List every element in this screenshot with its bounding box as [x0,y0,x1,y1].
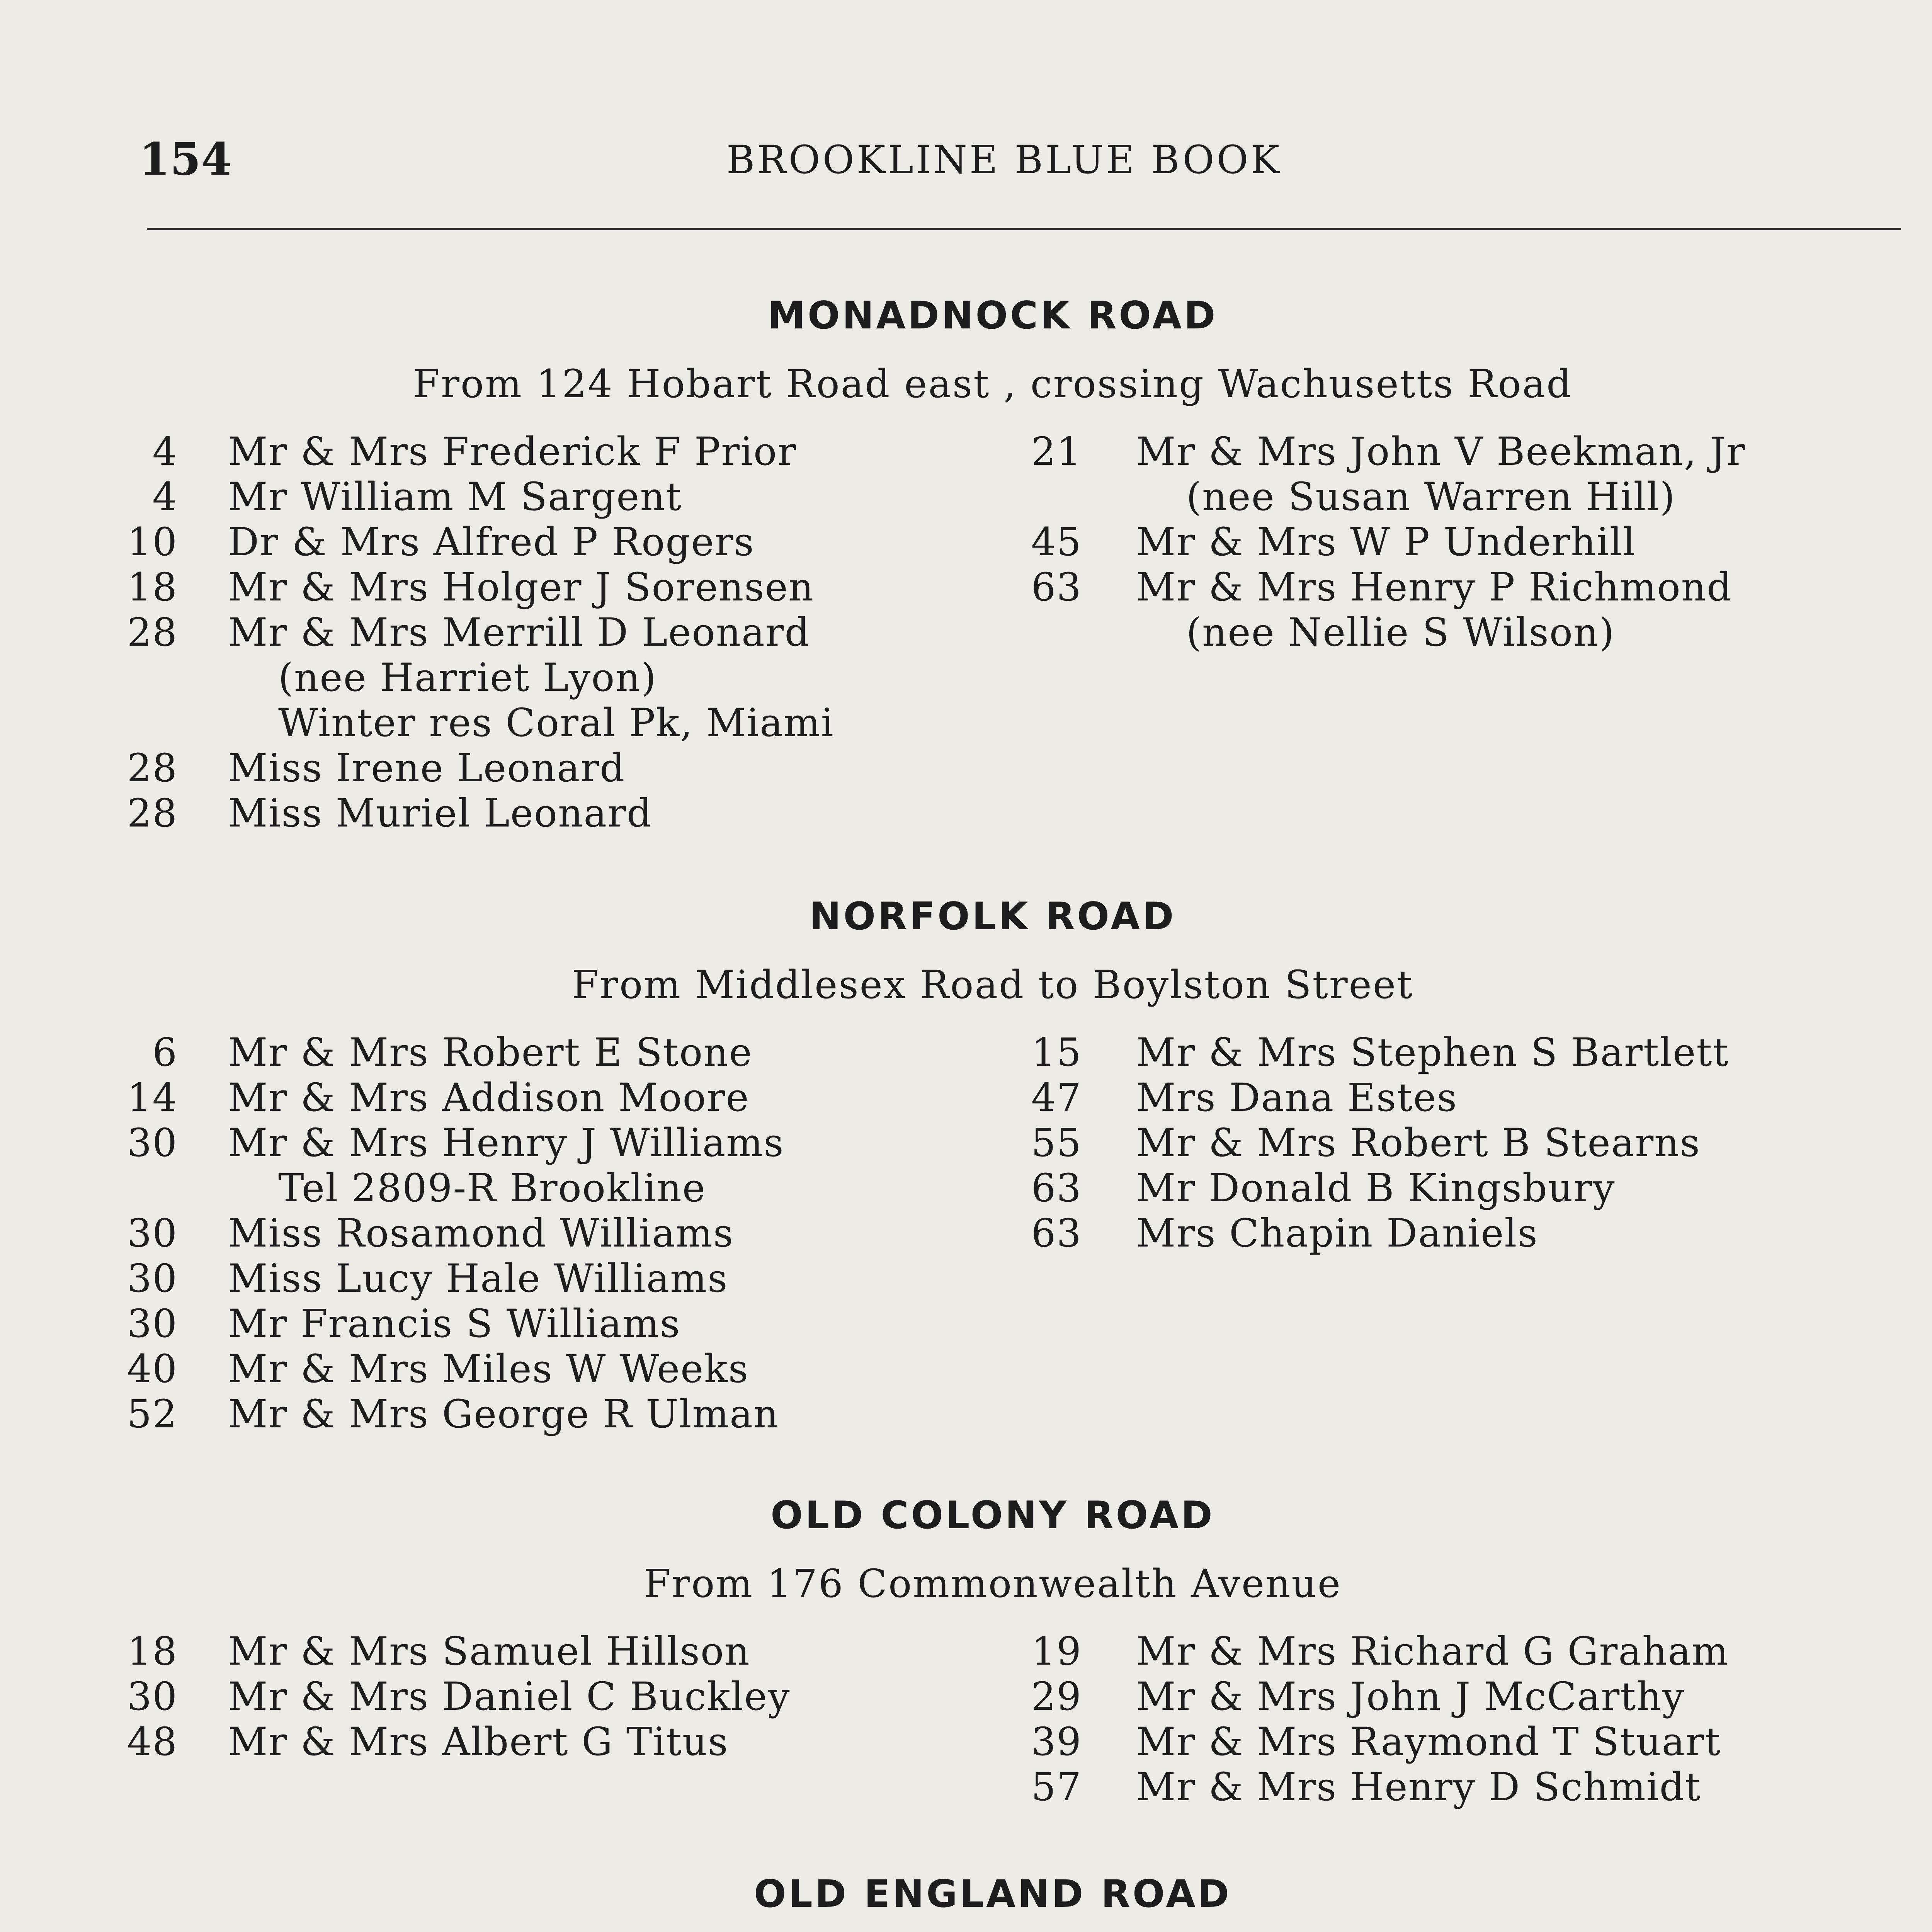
house-number: 29 [1031,1674,1082,1719]
resident-name: Mr & Mrs Merrill D Leonard [228,610,810,655]
resident-name: Miss Lucy Hale Williams [228,1256,728,1301]
house-number: 30 [127,1120,178,1165]
resident-name: Tel 2809-R Brookline [278,1165,706,1211]
resident-name: Mr & Mrs Miles W Weeks [228,1346,749,1391]
resident-name: Miss Irene Leonard [228,745,626,791]
house-number: 45 [1031,519,1082,565]
house-number: 30 [127,1674,178,1719]
house-number: 28 [127,610,178,655]
resident-name: Mr & Mrs Raymond T Stuart [1136,1719,1721,1764]
house-number: 52 [127,1391,178,1437]
page-number: 154 [139,133,232,185]
resident-name: Miss Muriel Leonard [228,791,652,836]
resident-name: Mr & Mrs Henry J Williams [228,1120,784,1165]
house-number: 30 [127,1301,178,1346]
house-number: 6 [152,1030,178,1075]
resident-name: Mrs Dana Estes [1136,1075,1458,1120]
house-number: 63 [1031,1165,1082,1211]
resident-name: Mr & Mrs Richard G Graham [1136,1629,1729,1674]
resident-name: (nee Harriet Lyon) [278,655,657,700]
resident-name: Mr & Mrs Samuel Hillson [228,1629,750,1674]
resident-name: Mr & Mrs Robert E Stone [228,1030,753,1075]
house-number: 4 [152,474,178,519]
resident-name: (nee Nellie S Wilson) [1186,610,1615,655]
resident-name: Mr & Mrs Henry D Schmidt [1136,1764,1701,1810]
resident-name: Mr & Mrs Addison Moore [228,1075,750,1120]
house-number: 14 [127,1075,178,1120]
road-title: MONADNOCK ROAD [767,294,1218,338]
resident-name: Miss Rosamond Williams [228,1211,734,1256]
resident-name: Mrs Chapin Daniels [1136,1211,1538,1256]
house-number: 4 [152,429,178,474]
resident-name: Mr & Mrs Henry P Richmond [1136,565,1733,610]
house-number: 15 [1031,1030,1082,1075]
house-number: 57 [1031,1764,1082,1810]
resident-name: Mr & Mrs John J McCarthy [1136,1674,1685,1719]
house-number: 39 [1031,1719,1082,1764]
resident-name: Mr & Mrs Albert G Titus [228,1719,729,1764]
house-number: 28 [127,745,178,791]
house-number: 18 [127,1629,178,1674]
resident-name: Mr & Mrs Daniel C Buckley [228,1674,791,1719]
resident-name: Mr & Mrs Holger J Sorensen [228,565,815,610]
resident-name: Mr & Mrs Robert B Stearns [1136,1120,1701,1165]
resident-name: Mr Donald B Kingsbury [1136,1165,1616,1211]
road-route: From 124 Hobart Road east , crossing Wachusetts Road [413,361,1573,406]
house-number: 30 [127,1256,178,1301]
resident-name: Mr & Mrs W P Underhill [1136,519,1636,565]
resident-name: Mr & Mrs Frederick F Prior [228,429,797,474]
house-number: 63 [1031,565,1082,610]
road-title: OLD COLONY ROAD [770,1493,1215,1537]
resident-name: (nee Susan Warren Hill) [1186,474,1676,519]
resident-name: Mr Francis S Williams [228,1301,681,1346]
running-header-title: BROOKLINE BLUE BOOK [726,137,1282,182]
house-number: 21 [1031,429,1082,474]
resident-name: Dr & Mrs Alfred P Rogers [228,519,755,565]
house-number: 28 [127,791,178,836]
house-number: 19 [1031,1629,1082,1674]
resident-name: Mr & Mrs George R Ulman [228,1391,779,1437]
house-number: 18 [127,565,178,610]
house-number: 10 [127,519,178,565]
house-number: 48 [127,1719,178,1764]
header-rule [147,228,1901,230]
house-number: 40 [127,1346,178,1391]
house-number: 63 [1031,1211,1082,1256]
resident-name: Winter res Coral Pk, Miami [278,700,834,745]
resident-name: Mr William M Sargent [228,474,682,519]
road-route: From Middlesex Road to Boylston Street [571,962,1414,1007]
house-number: 55 [1031,1120,1082,1165]
house-number: 47 [1031,1075,1082,1120]
house-number: 30 [127,1211,178,1256]
road-route: From 176 Commonwealth Avenue [643,1561,1342,1606]
resident-name: Mr & Mrs Stephen S Bartlett [1136,1030,1729,1075]
road-title: OLD ENGLAND ROAD [754,1872,1231,1916]
road-title: NORFOLK ROAD [809,895,1176,939]
resident-name: Mr & Mrs John V Beekman, Jr [1136,429,1746,474]
